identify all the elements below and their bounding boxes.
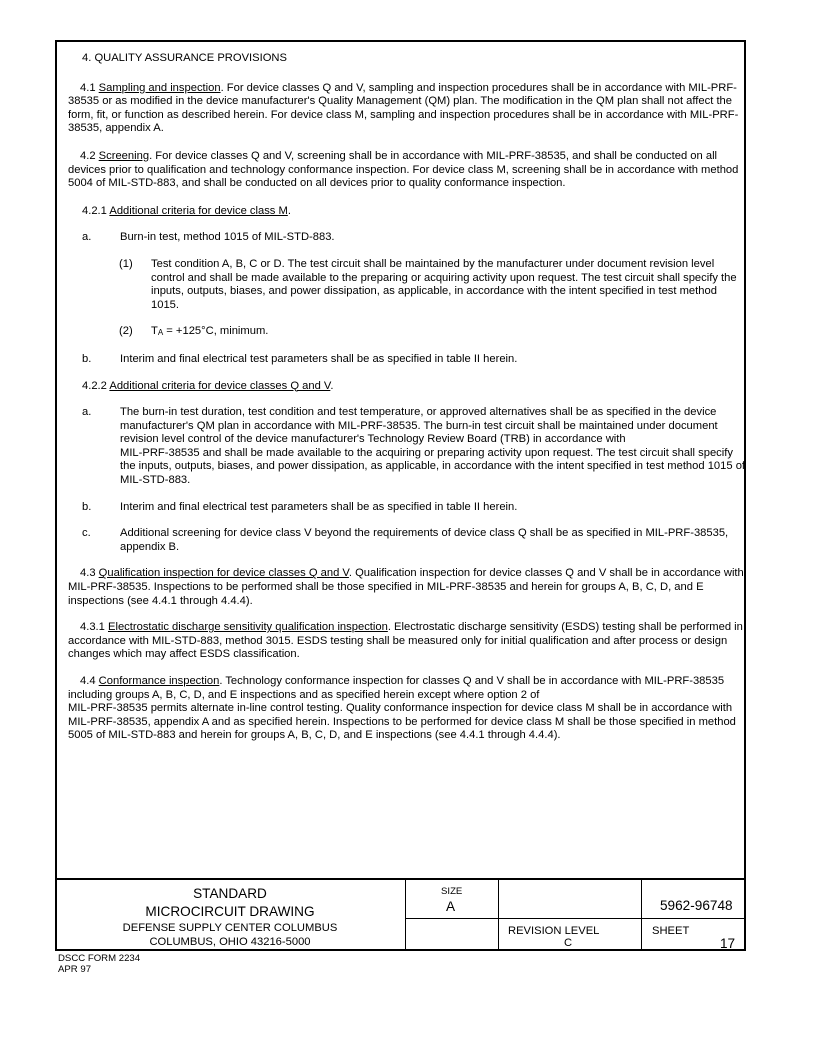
list-text-continued: MIL-PRF-38535 and shall be made available to the acquiring or preparing activity upon request. The test circuit shall specify the inputs, outputs, biases, and power dissipation, as applicable, in accordance with the intent specified in test method 1015 of MIL-STD-883. [120, 446, 746, 487]
paragraph-number: 4.2 [80, 149, 99, 162]
list-label: a. [82, 406, 92, 419]
list-item-4-2-1-b [68, 353, 748, 367]
paragraph-number: 4.2.1 [82, 204, 110, 217]
paragraph-4-4-continued: MIL-PRF-38535 permits alternate in-line control testing. Quality conformance inspection for device class M shall be in accordance with MIL-PRF-38535, appendix A and as specified herein. Inspections to be performed for device class M shall be those specified in method 5005 of MIL-STD-883 and herein for groups A, B, C, D, and E inspections (see 4.4.1 through 4.4.4). [68, 702, 736, 742]
paragraph-heading: Additional criteria for device class M [109, 204, 288, 217]
paragraph-heading: Screening [98, 149, 150, 162]
list-text: The burn-in test duration, test condition and test temperature, or approved alternatives shall be as specified in the device manufacturer's QM plan in accordance with MIL-PRF-38535. The burn-in test circuit shall be maintained under document revision level control of the device manufacturer's Technology Review Board (TRB) in accordance with [120, 406, 718, 446]
paragraph-4-4 [68, 675, 748, 702]
list-text: Interim and final electrical test parameters shall be as specified in table II herein. [120, 500, 518, 513]
title-block-divider [405, 918, 744, 919]
standard-label: STANDARD [193, 886, 267, 901]
title-block-divider [641, 880, 642, 951]
paragraph-number: 4.1 [80, 81, 99, 94]
paragraph-4-1 [68, 82, 748, 136]
list-label: (2) [119, 325, 133, 338]
paragraph-text: . Technology conformance inspection for classes Q and V shall be in accordance with MIL-PRF-38535 including groups A, B, C, D, and E inspections and as specified herein except where option 2 of [68, 675, 725, 701]
paragraph-heading: Sampling and inspection [98, 81, 221, 94]
paragraph-text: . For device classes Q and V, sampling and inspection procedures shall be in accordance with MIL-PRF-38535 or as modified in the device manufacturer's Quality Management (QM) plan. The modification in the QM plan shall not affect the form, fit, or function as described herein. For device class M, sampling and inspection procedures shall be in accordance with MIL-PRF-38535, appendix A. [68, 81, 739, 135]
agency-name: DEFENSE SUPPLY CENTER COLUMBUS [122, 922, 338, 934]
form-number: DSCC FORM 2234 [58, 953, 141, 964]
paragraph-text: . Electrostatic discharge sensitivity (ESDS) testing shall be performed in accordance with MIL-STD-883, method 3015. ESDS testing shall be measured only for initial qualification and after process or design changes which may affect ESDS classification. [68, 621, 743, 661]
title-block-divider [498, 880, 499, 951]
paragraph-heading: Additional criteria for device classes Q and V [109, 379, 331, 392]
list-label: a. [82, 231, 92, 244]
list-item-4-2-2-b [68, 501, 748, 515]
size-label: SIZE [441, 886, 463, 897]
drawing-number: 5962-96748 [660, 898, 733, 913]
list-item-4-2-1-a [68, 231, 748, 245]
list-text: Additional screening for device class V beyond the requirements of device class Q shall be as specified in MIL-PRF-38535, appendix B. [120, 527, 729, 553]
list-label: c. [82, 527, 91, 540]
paragraph-heading: Electrostatic discharge sensitivity qualification inspection [108, 621, 388, 634]
paragraph-heading: Qualification inspection for device classes Q and V [98, 567, 349, 580]
paragraph-text: . For device classes Q and V, screening shall be in accordance with MIL-PRF-38535, and shall be conducted on all devices prior to qualification and technology conformance inspection. For device class M, screening shall be in accordance with method 5004 of MIL-STD-883, and shall be conducted on all devices prior to quality conformance inspection. [68, 149, 739, 190]
title-block [55, 878, 746, 951]
paragraph-4-2 [68, 150, 748, 191]
list-item-4-2-2-c [68, 527, 748, 554]
paragraph-4-3-1 [68, 621, 748, 662]
paragraph-text: . [330, 379, 334, 392]
list-item-4-2-2-a [68, 406, 748, 488]
paragraph-heading: Conformance inspection [98, 675, 220, 687]
paragraph-4-3 [68, 567, 748, 608]
paragraph-number: 4.3 [80, 567, 99, 580]
revision-level-value: C [564, 937, 573, 949]
document-body [68, 52, 748, 743]
paragraph-text: . Qualification inspection for device classes Q and V shall be in accordance with MIL-PRF-38535. Inspections to be performed shall be those specified in MIL-PRF-38535 and herein for groups A, B, C, D, and E inspections (see 4.4.1 through 4.4.4). [68, 567, 744, 607]
form-date: APR 97 [58, 964, 92, 975]
paragraph-number: 4.4 [80, 675, 99, 687]
revision-level-label: REVISION LEVEL [508, 925, 600, 937]
list-item-4-2-1-a-2 [68, 325, 748, 340]
paragraph-4-2-1 [68, 205, 748, 219]
list-label: b. [82, 500, 92, 513]
sheet-label: SHEET [652, 925, 690, 937]
section-title: 4. QUALITY ASSURANCE PROVISIONS [82, 52, 287, 64]
list-text: Interim and final electrical test parameters shall be as specified in table II herein. [120, 352, 518, 365]
title-block-divider [405, 880, 406, 951]
list-label: (1) [119, 257, 133, 270]
paragraph-text: . [287, 204, 291, 217]
paragraph-number: 4.3.1 [80, 621, 108, 634]
paragraph-number: 4.2.2 [82, 379, 110, 392]
drawing-title: MICROCIRCUIT DRAWING [145, 904, 315, 919]
paragraph-4-2-2 [68, 380, 748, 394]
list-item-4-2-1-a-1 [68, 258, 748, 312]
list-label: b. [82, 352, 92, 365]
agency-address: COLUMBUS, OHIO 43216-5000 [149, 936, 311, 948]
size-value: A [446, 899, 456, 914]
list-text-symbol: T [151, 325, 158, 338]
list-text: = +125°C, minimum. [163, 325, 269, 338]
sheet-number: 17 [720, 936, 736, 951]
list-text-subscript: A [157, 328, 164, 338]
list-text: Burn-in test, method 1015 of MIL-STD-883. [120, 231, 335, 244]
list-text: Test condition A, B, C or D. The test circuit shall be maintained by the manufacturer under document revision level control and shall be made available to the preparing or acquiring activity upon request. The test circuit shall specify the inputs, outputs, biases, and power dissipation, as applicable, in accordance with the intent specified in test method 1015. [151, 257, 737, 311]
